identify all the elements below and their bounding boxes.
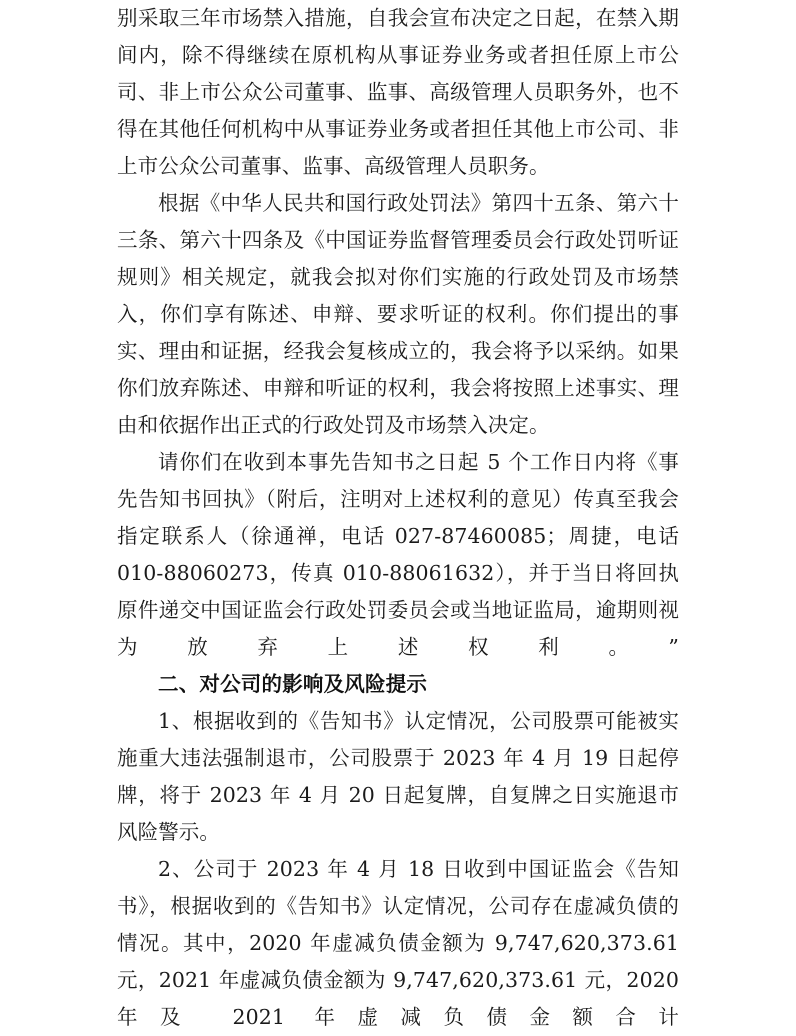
paragraph-receipt-instructions: 请你们在收到本事先告知书之日起 5 个工作日内将《事先告知书回执》（附后，注明对上述权利的意见）传真至我会指定联系人（徐通禅，电话 027-87460085；周捷，电话 010-88060273，传真 010-88061632），并于当日将回执原件递交中国证监会行政处罚委员会或当地证监局，逾期则视为放弃上述权利。” [117, 450, 679, 659]
section-heading-company-impact: 二、对公司的影响及风险提示 [158, 672, 428, 696]
document-text-column [117, 0, 679, 1036]
list-item-2-understated-liabilities: 2、公司于 2023 年 4 月 18 日收到中国证监会《告知书》，根据收到的《告知书》认定情况，公司存在虚减负债的情况。其中，2020 年虚减负债金额为 9,747,620,373.61 元，2021 年虚减负债金额为 9,747,620,373.61 元，2020 年及 2021 年虚减负债金额合计 [117, 857, 679, 1029]
list-item-1-delisting-risk: 1、根据收到的《告知书》认定情况，公司股票可能被实施重大违法强制退市，公司股票于 2023 年 4 月 19 日起停牌，将于 2023 年 4 月 20 日起复牌，自复牌之日实施退市风险警示。 [117, 709, 679, 844]
paragraph-market-ban: 别采取三年市场禁入措施，自我会宣布决定之日起，在禁入期间内，除不得继续在原机构从事证券业务或者担任原上市公司、非上市公众公司董事、监事、高级管理人员职务外，也不得在其他任何机构中从事证券业务或者担任其他上市公司、非上市公众公司董事、监事、高级管理人员职务。 [117, 6, 679, 178]
paragraph-legal-basis-and-rights: 根据《中华人民共和国行政处罚法》第四十五条、第六十三条、第六十四条及《中国证券监督管理委员会行政处罚听证规则》相关规定，就我会拟对你们实施的行政处罚及市场禁入，你们享有陈述、申辩、要求听证的权利。你们提出的事实、理由和证据，经我会复核成立的，我会将予以采纳。如果你们放弃陈述、申辩和听证的权利，我会将按照上述事实、理由和依据作出正式的行政处罚及市场禁入决定。 [117, 191, 679, 437]
